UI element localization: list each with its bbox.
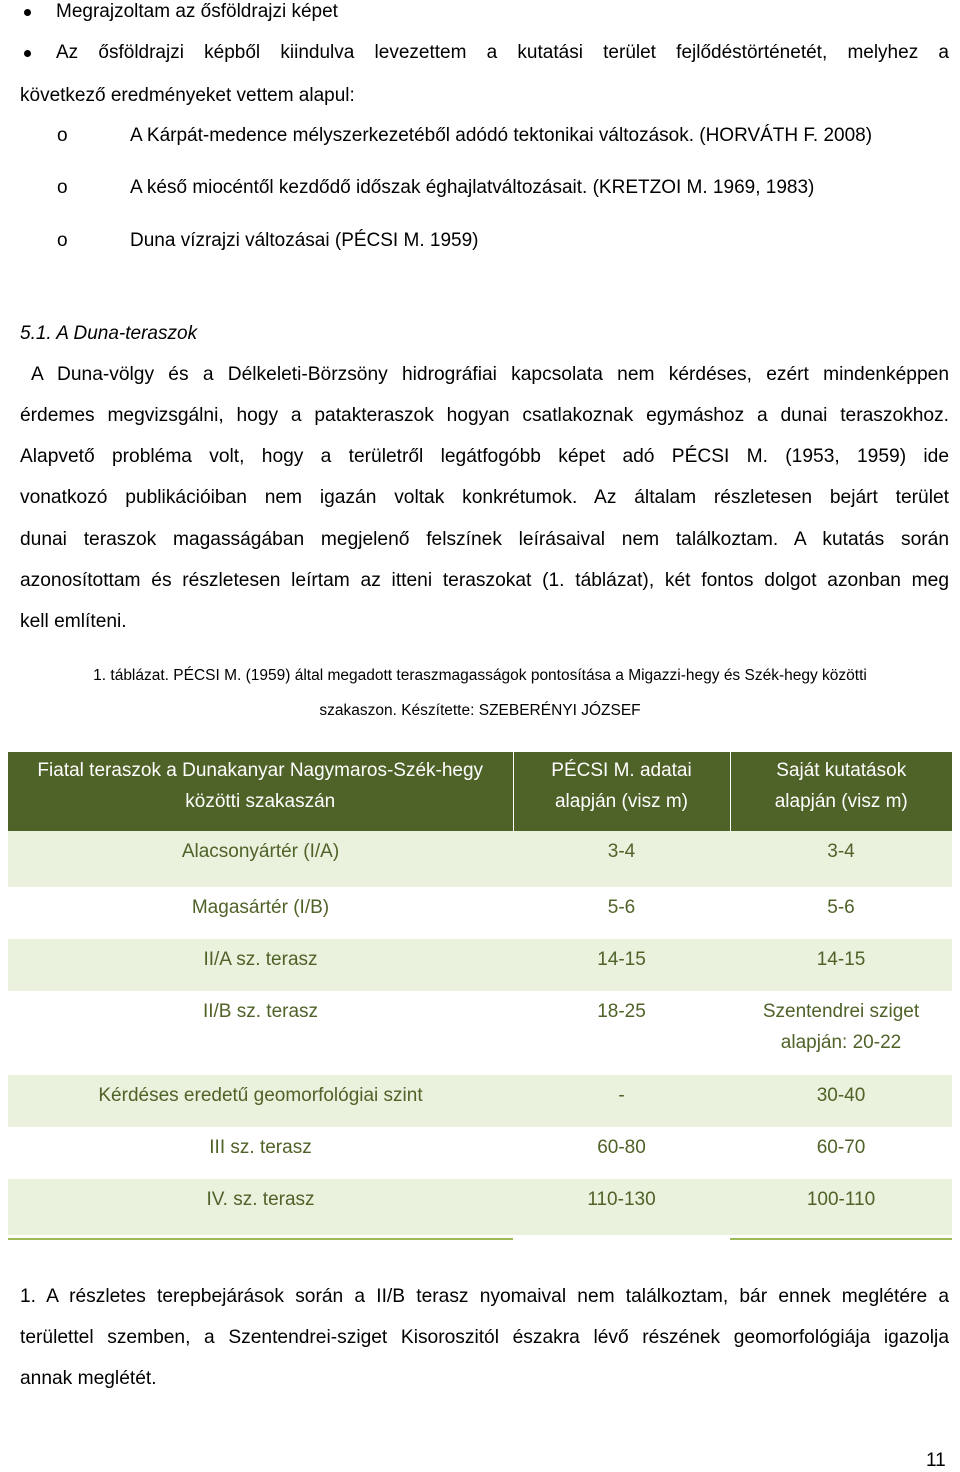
bullet-item: Az ősföldrajzi képből kiindulva levezettem a kutatási terület fejlődéstörténetét, melyhez a (56, 42, 949, 63)
pecsi-value: 14-15 (513, 939, 730, 991)
header-line: alapján (visz m) (774, 791, 908, 812)
paragraph-line: dunai teraszok magasságában megjelenő felszínek leírásaival nem találkoztam. A kutatás során (20, 529, 949, 550)
list-item-line: 1. A részletes terepbejárások során a II/B terasz nyomaival nem találkoztam, bár ennek meglétére a (20, 1286, 949, 1307)
table-caption: szakaszon. Készítette: SZEBERÉNYI JÓZSEF (319, 702, 641, 719)
sub-bullet-item: Duna vízrajzi változásai (PÉCSI M. 1959) (130, 230, 479, 251)
section-heading: 5.1. A Duna-teraszok (20, 323, 198, 344)
bullet-item: Megrajzoltam az ősföldrajzi képet (56, 1, 338, 22)
table-caption: 1. táblázat. PÉCSI M. (1959) által megadott teraszmagasságok pontosítása a Migazzi-hegy és Szék-hegy közötti (93, 667, 867, 684)
table-header-terraces (8, 752, 513, 831)
sub-bullet-marker: o (57, 177, 68, 198)
terrace-name: IV. sz. terasz (8, 1179, 513, 1235)
table-row (8, 887, 952, 939)
own-value-line: Szentendrei sziget (762, 1001, 920, 1022)
header-line: közötti szakaszán (185, 791, 336, 812)
list-item-line: annak meglétét. (20, 1368, 157, 1389)
terrace-name: Magasártér (I/B) (191, 897, 330, 918)
pecsi-value: - (513, 1075, 730, 1127)
terrace-name: III sz. terasz (209, 1137, 312, 1158)
pecsi-value: 18-25 (597, 1001, 646, 1022)
own-value (730, 991, 952, 1075)
paragraph-line: kell említeni. (20, 611, 127, 632)
bullet-dot (24, 50, 31, 57)
paragraph-line: Alapvető probléma volt, hogy a területről legátfogóbb képet adó PÉCSI M. (1953, 1959) ide (20, 446, 949, 467)
table-header-own (730, 752, 952, 831)
pecsi-value: 60-80 (597, 1137, 646, 1158)
sub-bullet-marker: o (57, 125, 68, 146)
pecsi-value: 5-6 (607, 897, 636, 918)
own-value: 14-15 (730, 939, 952, 991)
bullet-item-continuation: következő eredményeket vettem alapul: (20, 85, 355, 106)
table-row (8, 1179, 952, 1235)
terrace-name: Alacsonyártér (I/A) (8, 831, 513, 887)
table-row (8, 1075, 952, 1127)
header-line: PÉCSI M. adatai (551, 760, 692, 781)
header-line: alapján (visz m) (554, 791, 689, 812)
terrace-name: Kérdéses eredetű geomorfológiai szint (8, 1075, 513, 1127)
page-number: 11 (926, 1450, 946, 1471)
table-bottom-rule (8, 1238, 513, 1240)
own-value: 30-40 (730, 1075, 952, 1127)
own-value: 3-4 (730, 831, 952, 887)
table-row (8, 1127, 952, 1179)
sub-bullet-marker: o (57, 230, 68, 251)
paragraph-line: A Duna-völgy és a Délkeleti-Börzsöny hidrográfiai kapcsolata nem kérdéses, ezért mindenképpen (31, 364, 949, 385)
pecsi-value: 110-130 (513, 1179, 730, 1235)
table-header-pecsi (513, 752, 730, 831)
terrace-table (8, 752, 952, 1235)
own-value: 100-110 (730, 1179, 952, 1235)
terrace-name: II/A sz. terasz (8, 939, 513, 991)
sub-bullet-item: A késő miocéntől kezdődő időszak éghajlatváltozásait. (KRETZOI M. 1969, 1983) (130, 177, 815, 198)
own-value: 60-70 (816, 1137, 866, 1158)
pecsi-value: 3-4 (513, 831, 730, 887)
paragraph-line: azonosítottam és részletesen leírtam az itteni teraszokat (1. táblázat), két fontos dolgot azonban meg (20, 570, 949, 591)
paragraph-line: vonatkozó publikációiban nem igazán voltak konkrétumok. Az általam részletesen bejárt terület (20, 487, 949, 508)
header-line: Fiatal teraszok a Dunakanyar Nagymaros-Szék-hegy (37, 760, 484, 781)
sub-bullet-item: A Kárpát-medence mélyszerkezetéből adódó tektonikai változások. (HORVÁTH F. 2008) (130, 125, 873, 146)
own-value-line: alapján: 20-22 (780, 1032, 902, 1053)
terrace-name: II/B sz. terasz (202, 1001, 319, 1022)
header-line: Saját kutatások (776, 760, 907, 781)
paragraph-line: érdemes megvizsgálni, hogy a patakteraszok hogyan csatlakoznak egymáshoz a dunai teraszokhoz. (20, 405, 949, 426)
bullet-dot (24, 9, 31, 16)
list-item-line: területtel szemben, a Szentendrei-sziget Kisoroszitól északra lévő részének geomorfológiája igazolja (20, 1327, 949, 1348)
table-row (8, 831, 952, 887)
table-row (8, 939, 952, 991)
own-value: 5-6 (827, 897, 855, 918)
table-bottom-rule (730, 1238, 952, 1240)
table-row (8, 991, 952, 1075)
